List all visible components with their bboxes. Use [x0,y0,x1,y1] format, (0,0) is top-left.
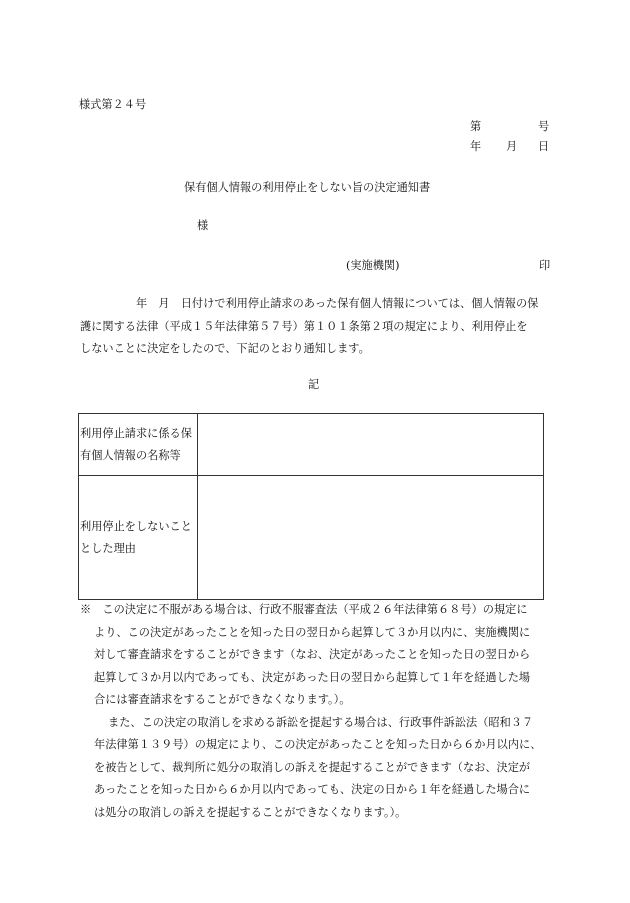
note-line: 対して審査請求をすることができます（なお、決定があったことを知った日の翌日から [94,648,531,661]
note-marker: ※ [80,603,92,616]
note-line: あったことを知った日から６か月以内であっても、決定の日から１年を経過した場合に [94,783,531,796]
note-line: より、この決定があったことを知った日の翌日から起算して３か月以内に、実施機関に [94,625,531,639]
body-line: 護に関する法律（平成１５年法律第５７号）第１０１条第２項の規定により、利用停止を [80,319,528,333]
table-label-line: とした理由 [80,541,136,555]
note-line: 起算して３か月以内であっても、決定があった日の翌日から起算して１年を経過した場 [94,670,531,684]
table-row [79,476,544,600]
doc-number-suffix: 号 [538,120,550,133]
table-label-cell [79,414,198,476]
body-paragraph [80,293,550,361]
addressee-suffix: 様 [197,219,209,232]
table-label-line: 利用停止請求に係る保 [80,426,192,440]
note-line: は処分の取消しの訴えを提起することができなくなります。）。 [94,805,407,819]
date-year: 年 [470,140,482,153]
table-row [79,414,544,476]
date-day: 日 [538,140,550,153]
note-line: 合には審査請求をすることができなくなります。）。 [94,693,351,706]
request-info-table [78,413,544,600]
doc-number-prefix: 第 [470,120,482,133]
seal-label: 印 [539,259,551,272]
table-label-cell [79,476,198,600]
note-text: この決定に不服がある場合は、行政不服審査法（平成２６年法律第６８号）の規定に [91,603,528,616]
date-month: 月 [506,140,518,153]
form-number: 様式第２４号 [79,98,147,111]
body-line: 年 月 日付けで利用停止請求のあった保有個人情報については、個人情報の保 [80,297,539,310]
info-name-field[interactable] [198,414,544,476]
note-line: を被告として、裁判所に処分の取消しの訴えを提起することができます（なお、決定が [94,760,531,774]
ki-heading: 記 [308,378,320,391]
agency-label: (実施機関) [346,259,400,272]
note-line: また、この決定の取消しを求める訴訟を提起する場合は、行政事件訴訟法（昭和３７ [108,715,534,729]
table-label-line: 有個人情報の名称等 [80,448,181,462]
table-label-line: 利用停止をしないこと [80,519,192,533]
document-title: 保有個人情報の利用停止をしない旨の決定通知書 [184,181,431,194]
notes-section [80,599,552,824]
body-line: しないことに決定をしたので、下記のとおり通知します。 [80,342,370,355]
note-first-line [80,599,552,622]
reason-field[interactable] [198,476,544,600]
note-line: 年法律第１３９号）の規定により、この決定があったことを知った日から６か月以内に、 [94,738,542,751]
